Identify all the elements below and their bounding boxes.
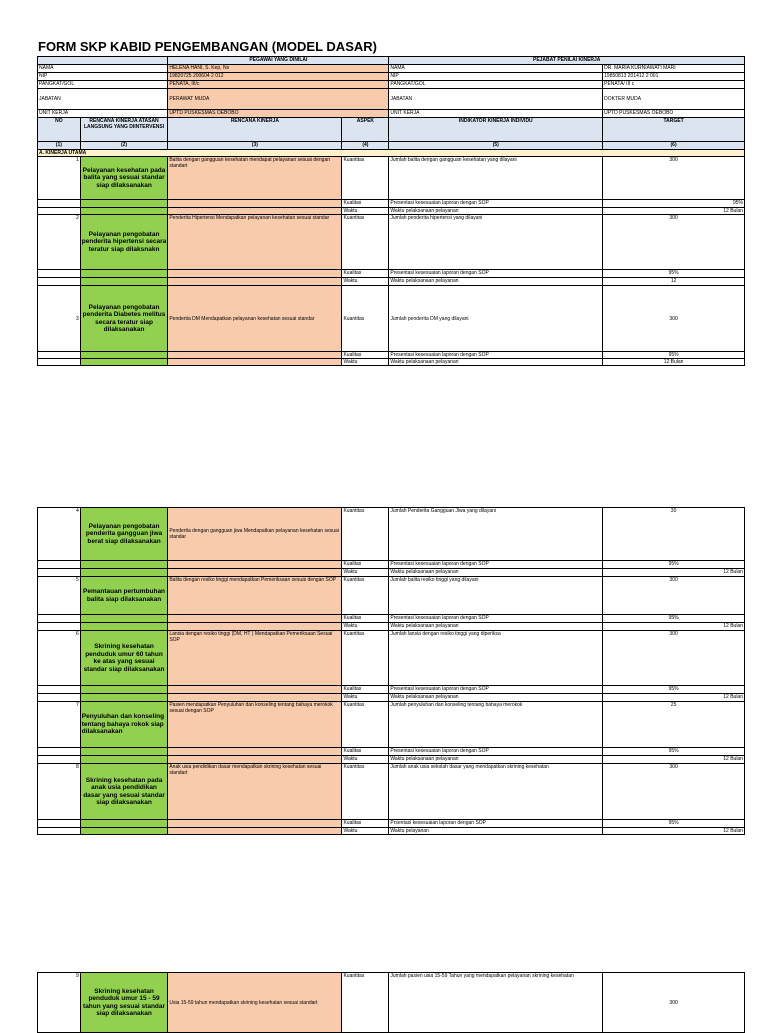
indikator: Presentasi kesesuaian laporan dengan SOP bbox=[389, 270, 603, 278]
rencana-atasan: Pemantauan pertumbuhan balita siap dilaksanakan bbox=[80, 577, 168, 615]
aspek: Waktu bbox=[342, 359, 389, 366]
table-row bbox=[38, 828, 745, 835]
col-header-atasan: RENCANA KINERJA ATASAN LANGSUNG YANG DIINTERVENSI bbox=[80, 118, 168, 142]
target: 30 bbox=[603, 508, 745, 561]
indikator: Waktu pelaksanaan pelayanan bbox=[389, 359, 603, 366]
table-row bbox=[38, 820, 745, 828]
col-number-5: (5) bbox=[389, 142, 603, 150]
col-header-aspek: ASPEK bbox=[342, 118, 389, 142]
row-number: 5 bbox=[38, 577, 81, 615]
indikator: Jumlah anak usia sekolah dasar yang mendapatkan skrining kesehatan bbox=[389, 764, 603, 820]
pegawai-header: PEGAWAI YANG DINILAI bbox=[168, 57, 389, 65]
row-number: 7 bbox=[38, 702, 81, 748]
rencana-kinerja: Balita dengan gangguan kesehatan mendapat pelayanan sesuai dengan standart bbox=[168, 157, 342, 200]
table-row bbox=[38, 359, 745, 366]
skp-table-page1 bbox=[37, 56, 745, 366]
rencana-kinerja: Usia 15-59 tahun mendapatkan skrining kesehatan sesuai standart bbox=[168, 973, 342, 1033]
table-row bbox=[38, 748, 745, 756]
col-number-3: (3) bbox=[168, 142, 342, 150]
aspek: Kualitas bbox=[342, 561, 389, 569]
label-jabatan: JABATAN bbox=[38, 89, 168, 110]
skp-table-page2 bbox=[37, 507, 745, 835]
indikator: Jumlah balita resiko tinggi yang dilayani bbox=[389, 577, 603, 615]
rencana-kinerja: Penderita dengan gangguan jiwa Mendapatkan pelayanan kesehatan sesuai standar bbox=[168, 508, 342, 561]
target: 300 bbox=[603, 973, 745, 1033]
table-row bbox=[38, 200, 745, 208]
indikator: Presentasi kesesuaian laporan dengan SOP bbox=[389, 686, 603, 694]
aspek: Waktu bbox=[342, 828, 389, 835]
row-number: 4 bbox=[38, 508, 81, 561]
indikator: Waktu pelaksanaan pelayanan bbox=[389, 278, 603, 286]
value-jabatan-pejabat: DOKTER MUDA bbox=[603, 89, 745, 110]
indikator: Waktu pelaksanaan pelayanan bbox=[389, 208, 603, 215]
indikator: Presentasi kesesuaian laporan dengan SOP bbox=[389, 615, 603, 623]
aspek: Kualitas bbox=[342, 748, 389, 756]
aspek: Kuantitas bbox=[342, 702, 389, 748]
col-number-1: (1) bbox=[38, 142, 81, 150]
aspek: Kualitas bbox=[342, 615, 389, 623]
rencana-atasan: Pelayanan pengobatan penderita Diabetes melitus secara teratur siap dilaksanakan bbox=[80, 286, 168, 352]
rencana-kinerja: Balita dengan resiko tinggi mendapatkan Pemeriksaan sesuai dengan SOP bbox=[168, 577, 342, 615]
table-row bbox=[38, 278, 745, 286]
indikator: Jumlah penderita hipertensi yang dilayani bbox=[389, 215, 603, 270]
target: 12 Bulan bbox=[603, 828, 745, 835]
rencana-atasan: Pelayanan kesehatan pada balita yang sesuai standar siap dilaksanakan bbox=[80, 157, 168, 200]
indikator: Jumlah pasien usia 15-59 Tahun yang mendapatkan pelayanan skrining kesehatan bbox=[389, 973, 603, 1033]
target: 300 bbox=[603, 215, 745, 270]
target: 95% bbox=[603, 352, 745, 359]
table-row bbox=[38, 561, 745, 569]
target: 12 Bulan bbox=[603, 756, 745, 764]
target: 12 Bulan bbox=[603, 569, 745, 577]
indikator: Waktu pelayanan bbox=[389, 828, 603, 835]
value-pangkat-pejabat: PENATA/ III c bbox=[603, 81, 745, 89]
row-number: 2 bbox=[38, 215, 81, 270]
aspek: Kuantitas bbox=[342, 631, 389, 686]
target: 95% bbox=[603, 748, 745, 756]
row-number: 3 bbox=[38, 286, 81, 352]
rencana-atasan: Pelayanan pengobatan penderita gangguan jiwa berat siap dilaksanakan bbox=[80, 508, 168, 561]
value-nip-pejabat: 19850813 201412 2 001 bbox=[603, 73, 745, 81]
row-number: 6 bbox=[38, 631, 81, 686]
value-unit-pejabat: UPTD PUSKESMAS OEBOBO bbox=[603, 110, 745, 118]
target: 300 bbox=[603, 764, 745, 820]
table-row bbox=[38, 208, 745, 215]
target: 95% bbox=[603, 615, 745, 623]
table-row bbox=[38, 286, 745, 352]
label-unit-pejabat: UNIT KERJA bbox=[389, 110, 603, 118]
table-row bbox=[38, 215, 745, 270]
aspek: Kuantitas bbox=[342, 973, 389, 1033]
table-row bbox=[38, 764, 745, 820]
table-row bbox=[38, 615, 745, 623]
table-row bbox=[38, 157, 745, 200]
indikator: Presentasi kesesuaian laporan dengan SOP bbox=[389, 200, 603, 208]
aspek: Waktu bbox=[342, 756, 389, 764]
table-row bbox=[38, 508, 745, 561]
section-title: A. KINERJA UTAMA bbox=[38, 150, 745, 157]
aspek: Kualitas bbox=[342, 820, 389, 828]
target: 95% bbox=[603, 686, 745, 694]
col-number-4: (4) bbox=[342, 142, 389, 150]
table-row bbox=[38, 623, 745, 631]
indikator: Jumlah lansia dengan resiko tinggi yang diperiksa bbox=[389, 631, 603, 686]
target: 300 bbox=[603, 286, 745, 352]
aspek: Waktu bbox=[342, 694, 389, 702]
target: 25 bbox=[603, 702, 745, 748]
col-header-no: NO bbox=[38, 118, 81, 142]
aspek: Kuantitas bbox=[342, 157, 389, 200]
target: 300 bbox=[603, 631, 745, 686]
table-row bbox=[38, 702, 745, 748]
aspek: Kuantitas bbox=[342, 508, 389, 561]
rencana-kinerja: Lansia dengan resiko tinggi (DM, HT ) Mendapatkan Pemeriksaan Sesuai SOP bbox=[168, 631, 342, 686]
indikator: Presentasi kesesuaian laporan dengan SOP bbox=[389, 352, 603, 359]
row-number: 1 bbox=[38, 157, 81, 200]
value-nama-pegawai: HELENA HANI, S. Kep, Ns bbox=[168, 65, 389, 73]
rencana-atasan: Pelayanan pengobatan penderita hipertensi secara teratur siap dilaksnakn bbox=[80, 215, 168, 270]
table-row bbox=[38, 569, 745, 577]
target: 300 bbox=[603, 157, 745, 200]
value-jabatan-pegawai: PERAWAT MUDA bbox=[168, 89, 389, 110]
indikator: Waktu pelaksanaan pelayanan bbox=[389, 694, 603, 702]
table-row bbox=[38, 694, 745, 702]
aspek: Waktu bbox=[342, 278, 389, 286]
indikator: Waktu pelaksanaan pelayanan bbox=[389, 569, 603, 577]
label-jabatan-pejabat: JABATAN bbox=[389, 89, 603, 110]
label-nip: NIP bbox=[38, 73, 168, 81]
col-number-2: (2) bbox=[80, 142, 168, 150]
target: 12 Bulan bbox=[603, 359, 745, 366]
pejabat-header: PEJABAT PENILAI KINERJA bbox=[389, 57, 745, 65]
label-pangkat: PANGKAT/GOL bbox=[38, 81, 168, 89]
aspek: Kuantitas bbox=[342, 577, 389, 615]
indikator: Prsentasi kesesuaian laporan dengan SOP bbox=[389, 820, 603, 828]
label-nama-pejabat: NAMA bbox=[389, 65, 603, 73]
indikator: Jumlah penyuluhan dan konseling tentang bahaya merokok bbox=[389, 702, 603, 748]
aspek: Kuantitas bbox=[342, 286, 389, 352]
aspek: Waktu bbox=[342, 623, 389, 631]
table-row bbox=[38, 577, 745, 615]
table-row bbox=[38, 270, 745, 278]
label-unit-kerja: UNIT KERJA bbox=[38, 110, 168, 118]
indikator: Jumlah Penderita Gangguan Jiwa yang dilayani bbox=[389, 508, 603, 561]
page-title: FORM SKP KABID PENGEMBANGAN (MODEL DASAR) bbox=[38, 39, 377, 54]
label-pangkat-pejabat: PANGKAT/GOL bbox=[389, 81, 603, 89]
table-row bbox=[38, 352, 745, 359]
aspek: Kualitas bbox=[342, 270, 389, 278]
rencana-kinerja: Penderita Hipertensi Mendapatkan pelayanan kesehatan sesuai standar bbox=[168, 215, 342, 270]
aspek: Kualitas bbox=[342, 686, 389, 694]
rencana-atasan: Skrining kesehatan penduduk umur 60 tahun ke atas yang sesuai standar siap dilaksanakan bbox=[80, 631, 168, 686]
indikator: Waktu pelaksanaan pelayanan bbox=[389, 756, 603, 764]
indikator: Waktu pelaksanaan pelayanan bbox=[389, 623, 603, 631]
rencana-atasan: Skrining kesehatan pada anak usia pendidikan dasar yang sesuai standar siap dilaksanakan bbox=[80, 764, 168, 820]
target: 95% bbox=[603, 820, 745, 828]
col-header-rencana: RENCANA KINERJA bbox=[168, 118, 342, 142]
row-number: 9 bbox=[38, 973, 81, 1033]
aspek: Waktu bbox=[342, 569, 389, 577]
col-number-6: (6) bbox=[603, 142, 745, 150]
indikator: Presentasi kesesuaian laporan dengan SOP bbox=[389, 561, 603, 569]
table-row bbox=[38, 631, 745, 686]
rencana-kinerja: Anak usia pendidikan dasar mendapatkan skrining kesehatan sesuai standart bbox=[168, 764, 342, 820]
indikator: Jumlah balita dengan gangguan kesehatan yang dilayani bbox=[389, 157, 603, 200]
col-header-target: TARGET bbox=[603, 118, 745, 142]
target: 95% bbox=[603, 270, 745, 278]
indikator: Presentasi kesesuaian laporan dengan SOP bbox=[389, 748, 603, 756]
value-pangkat-pegawai: PENATA, III/c bbox=[168, 81, 389, 89]
value-nip-pegawai: 19820725 200604 2 012 bbox=[168, 73, 389, 81]
rencana-kinerja: Penderita DM Mendapatkan pelayanan kesehatan sesuai standar bbox=[168, 286, 342, 352]
target: 12 Bulan bbox=[603, 694, 745, 702]
label-nip-pejabat: NIP bbox=[389, 73, 603, 81]
table-row bbox=[38, 756, 745, 764]
col-header-indikator: INDIKATOR KINERJA INDIVIDU bbox=[389, 118, 603, 142]
value-nama-pejabat: DR. MARIA KURNIAWATI MARI bbox=[603, 65, 745, 73]
aspek: Kuantitas bbox=[342, 764, 389, 820]
label-nama: NAMA bbox=[38, 65, 168, 73]
rencana-kinerja: Pasien mendapatkan Penyuluhan dan konseling tentang bahaya merokok sesuai dengan SOP bbox=[168, 702, 342, 748]
target: 95% bbox=[603, 200, 745, 208]
value-unit-pegawai: UPTD PUSKESMAS OEBOBO bbox=[168, 110, 389, 118]
aspek: Kualitas bbox=[342, 200, 389, 208]
target: 95% bbox=[603, 561, 745, 569]
rencana-atasan: Penyuluhan dan konseling tentang bahaya rokok siap dilaksanakan bbox=[80, 702, 168, 748]
rencana-atasan: Skrining kesehatan penduduk umur 15 - 59 tahun yang sesuai standar siap dilaksanakan bbox=[80, 973, 168, 1033]
indikator: Jumlah penderita DM yang dilayani bbox=[389, 286, 603, 352]
aspek: Kuantitas bbox=[342, 215, 389, 270]
aspek: Kualitas bbox=[342, 352, 389, 359]
target: 12 Bulan bbox=[603, 208, 745, 215]
table-row bbox=[38, 686, 745, 694]
aspek: Waktu bbox=[342, 208, 389, 215]
target: 12 bbox=[603, 278, 745, 286]
target: 12 Bulan bbox=[603, 623, 745, 631]
target: 300 bbox=[603, 577, 745, 615]
row-number: 8 bbox=[38, 764, 81, 820]
